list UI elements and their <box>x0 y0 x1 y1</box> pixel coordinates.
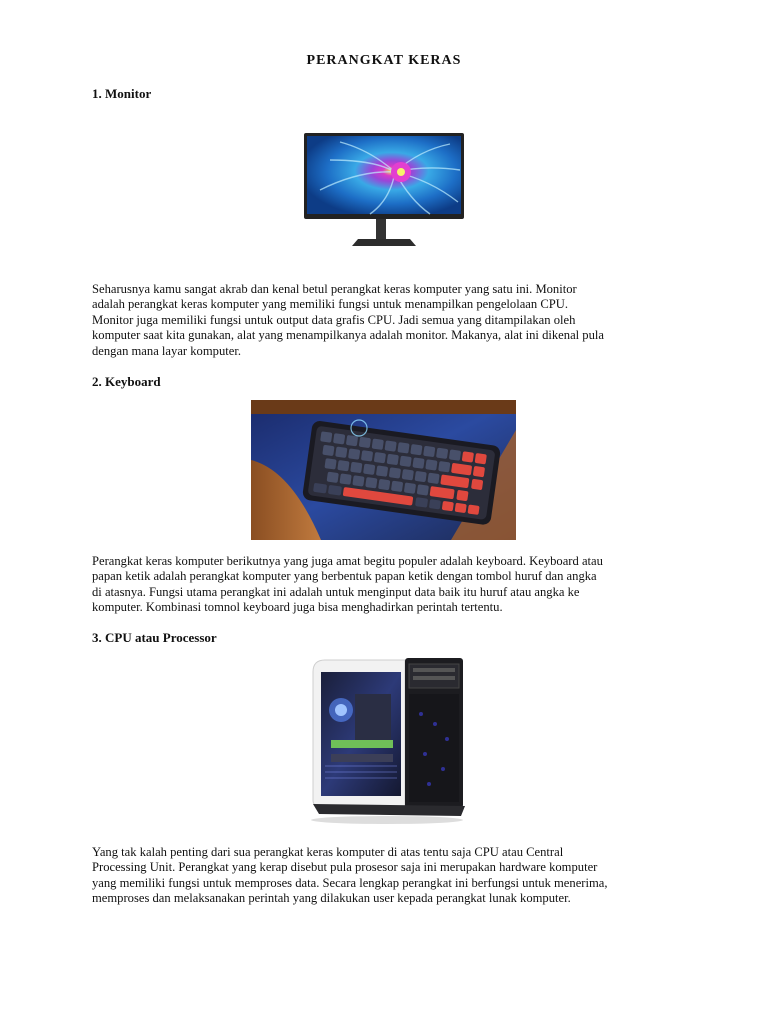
section-heading-cpu: 3. CPU atau Processor <box>92 630 217 645</box>
paragraph-monitor: Seharusnya kamu sangat akrab dan kenal betul perangkat keras komputer yang satu ini. Monitor adalah perangkat keras komputer yang memiliki fungsi untuk menampilkan pengelolaan CPU. Monitor juga memiliki fungsi untuk output data grafis CPU. Jadi semua yang ditampilakan oleh komputer saat kita gunakan, alat yang menampilkanya adalah monitor. Makanya, alat ini dikenal pula dengan mana layar komputer. <box>92 282 604 358</box>
monitor-image <box>300 130 468 250</box>
page-title: PERANGKAT KERAS <box>306 53 462 68</box>
section-heading-keyboard: 2. Keyboard <box>92 374 161 389</box>
section-heading-monitor: 1. Monitor <box>92 86 152 101</box>
keyboard-image <box>251 400 516 540</box>
paragraph-keyboard: Perangkat keras komputer berikutnya yang juga amat begitu populer adalah keyboard. Keyboard atau papan ketik adalah perangkat komputer yang berbentuk papan ketik dengan tombol huruf dan angka di atasnya. Fungsi utama perangkat ini adalah untuk menginput data baik itu huruf atau angka ke komputer. Kombinasi tomnol keyboard juga bisa menghadirkan perintah tertentu. <box>92 554 603 615</box>
paragraph-cpu: Yang tak kalah penting dari sua perangkat keras komputer di atas tentu saja CPU atau Central Processing Unit. Perangkat yang kerap disebut pula prosesor saja ini merupakan hardware komputer yang memiliki fungsi untuk memproses data. Secara lengkap perangkat ini berfungsi untuk menerima, memproses dan melaksanakan perintah yang dilakukan user kepada perangkat lunak komputer. <box>92 845 608 906</box>
cpu-case-image <box>305 654 470 826</box>
